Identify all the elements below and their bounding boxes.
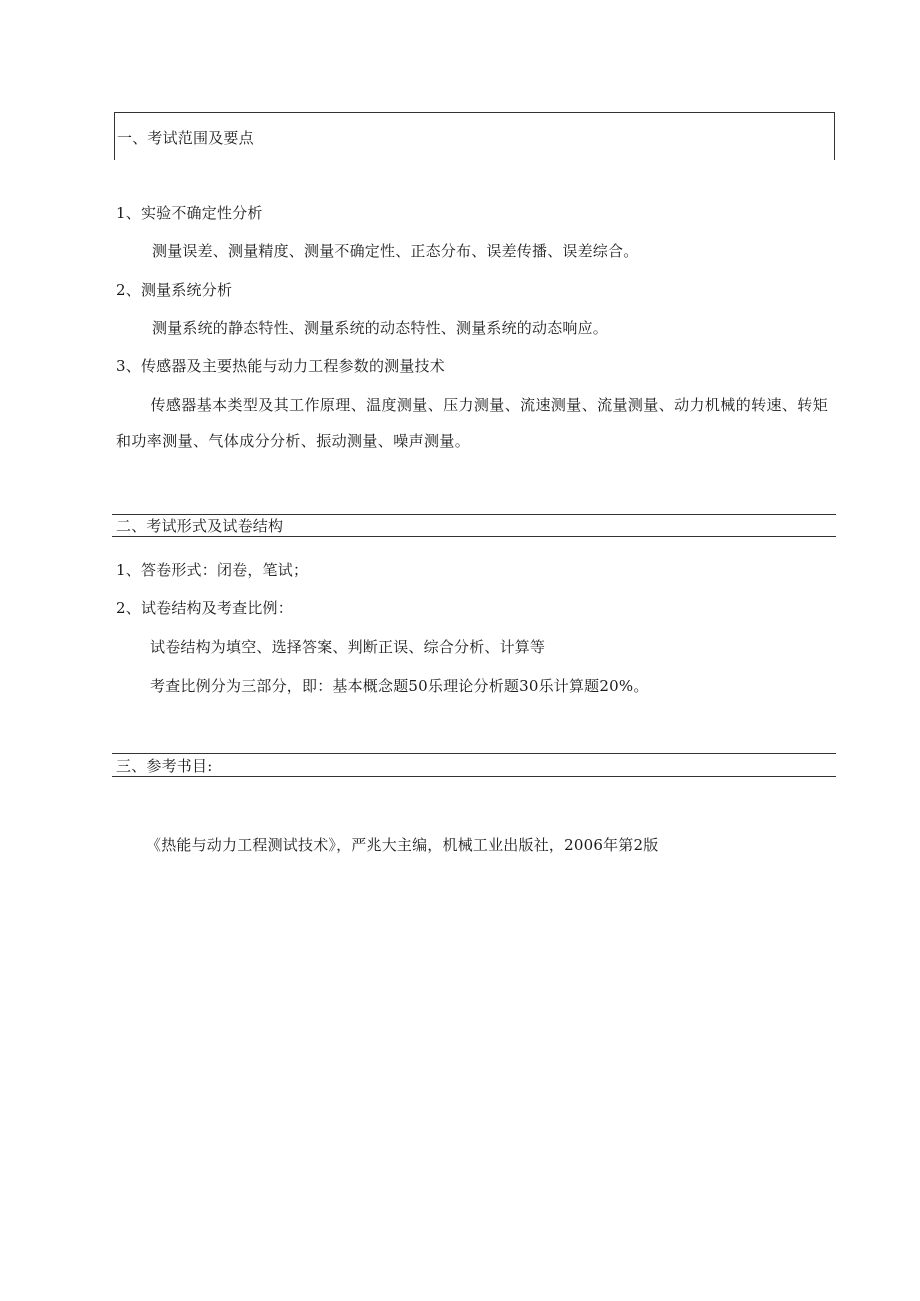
section1-left-rule xyxy=(114,112,115,160)
section1-top-rule xyxy=(114,112,835,113)
section2-ratio: 考查比例分为三部分，即：基本概念题50乐理论分析题30乐计算题20%。 xyxy=(150,677,649,695)
item1-title: 1、实验不确定性分析 xyxy=(116,204,263,222)
section3-heading: 三、参考书目: xyxy=(116,757,213,775)
section3-bottom-rule xyxy=(112,776,836,777)
section2-top-rule xyxy=(112,514,836,515)
item1-detail: 测量误差、测量精度、测量不确定性、正态分布、误差传播、误差综合。 xyxy=(152,242,639,260)
section3-top-rule xyxy=(112,753,836,754)
item3-title: 3、传感器及主要热能与动力工程参数的测量技术 xyxy=(116,357,445,375)
section2-item1: 1、答卷形式：闭卷，笔试； xyxy=(116,561,309,579)
item3-detail: 传感器基本类型及其工作原理、温度测量、压力测量、流速测量、流量测量、动力机械的转速、转矩和功率测量、气体成分分析、振动测量、噪声测量。 xyxy=(116,396,829,450)
section2-item2: 2、试卷结构及考查比例： xyxy=(116,599,293,617)
reference-book: 《热能与动力工程测试技术》，严兆大主编，机械工业出版社，2006年第2版 xyxy=(146,836,659,854)
section1-heading: 一、考试范围及要点 xyxy=(117,129,254,147)
item2-title: 2、测量系统分析 xyxy=(116,281,233,299)
section1-right-rule xyxy=(834,112,835,160)
section2-structure: 试卷结构为填空、选择答案、判断正误、综合分析、计算等 xyxy=(150,638,546,656)
item2-detail: 测量系统的静态特性、测量系统的动态特性、测量系统的动态响应。 xyxy=(152,319,609,337)
section2-bottom-rule xyxy=(112,536,836,537)
section2-heading: 二、考试形式及试卷结构 xyxy=(116,517,284,535)
